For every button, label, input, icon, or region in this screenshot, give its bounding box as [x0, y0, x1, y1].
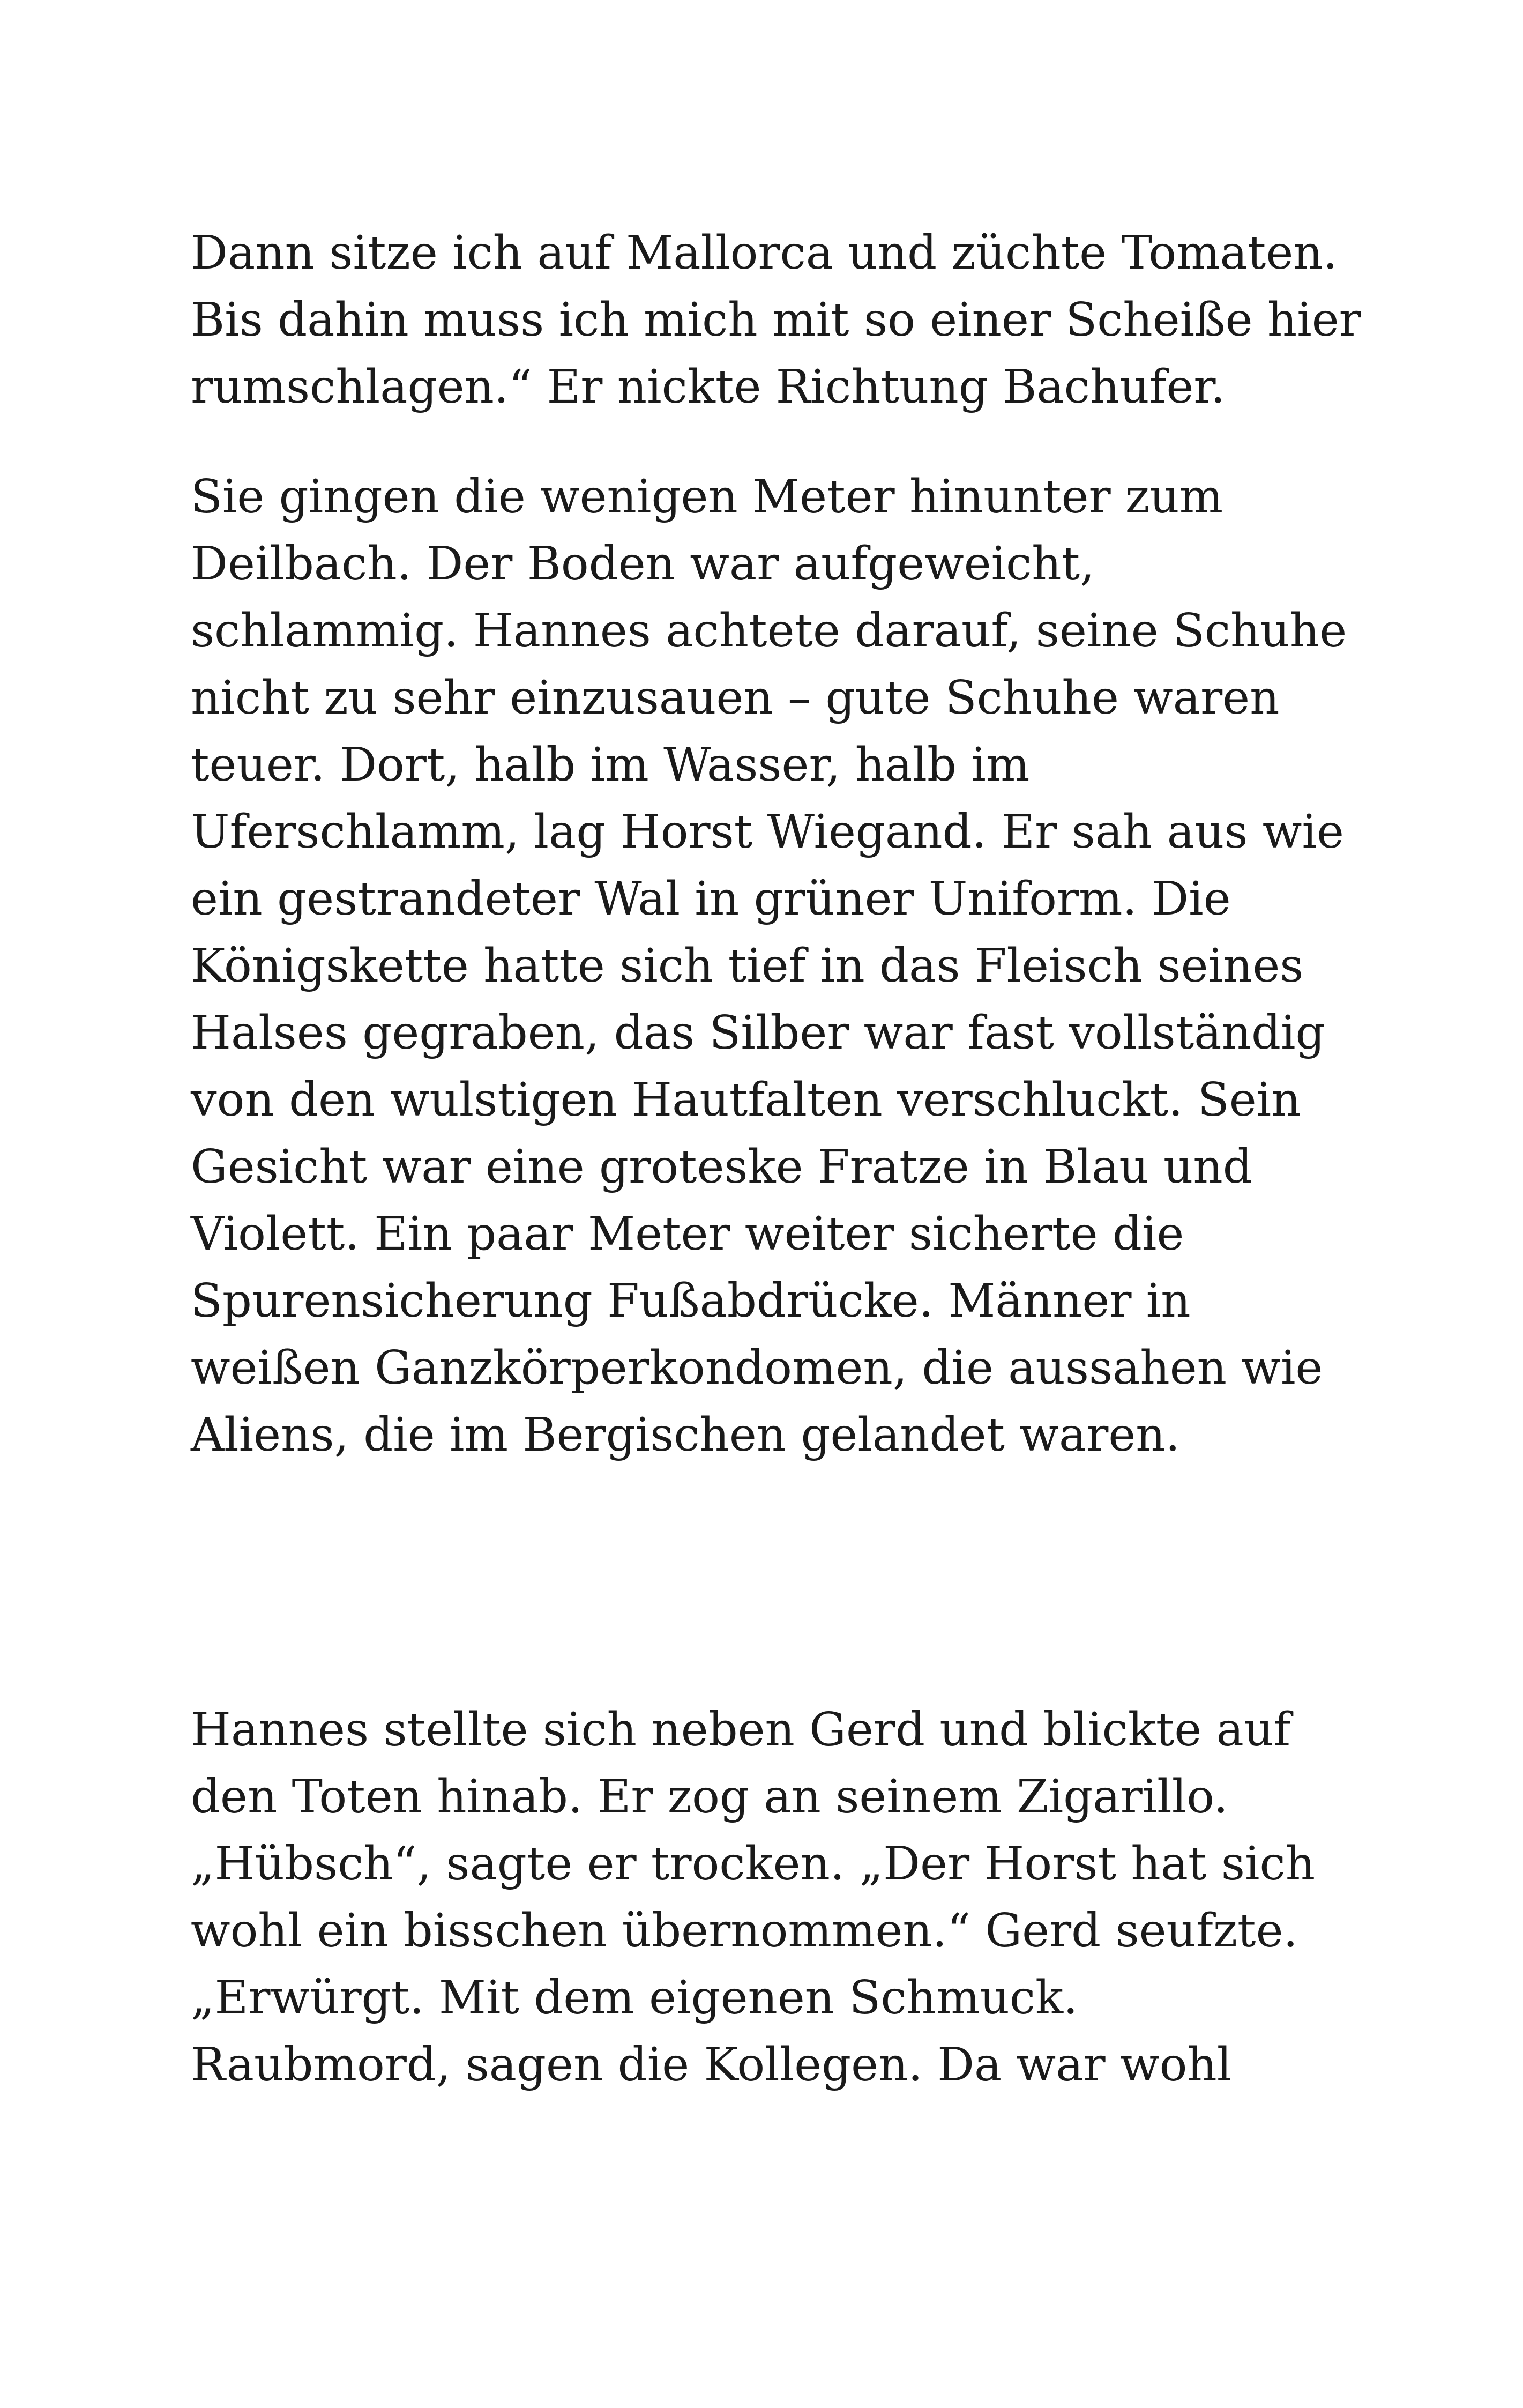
text-line: den Toten hinab. Er zog an seinem Zigarillo.: [191, 1770, 1228, 1824]
text-line: teuer. Dort, halb im Wasser, halb im: [191, 738, 1030, 792]
text-line: Deilbach. Der Boden war aufgeweicht,: [191, 537, 1095, 591]
text-line: Dann sitze ich auf Mallorca und züchte Tomaten.: [191, 226, 1338, 280]
text-line: ein gestrandeter Wal in grüner Uniform. Die: [191, 872, 1231, 926]
text-line: wohl ein bisschen übernommen.“ Gerd seufzte.: [191, 1904, 1298, 1958]
text-line: „Hübsch“, sagte er trocken. „Der Horst hat sich: [191, 1837, 1316, 1891]
paragraph-3: [191, 1697, 1370, 2099]
text-line: Violett. Ein paar Meter weiter sicherte die: [191, 1207, 1184, 1261]
text-line: weißen Ganzkörperkondomen, die aussahen wie: [191, 1341, 1323, 1395]
text-line: Bis dahin muss ich mich mit so einer Scheiße hier: [191, 293, 1361, 347]
text-line: Sie gingen die wenigen Meter hinunter zum: [191, 470, 1223, 524]
paragraph-2: [191, 464, 1370, 1469]
text-line: Uferschlamm, lag Horst Wiegand. Er sah aus wie: [191, 805, 1344, 859]
paragraph-1: [191, 220, 1370, 421]
text-line: Raubmord, sagen die Kollegen. Da war wohl: [191, 2038, 1232, 2092]
text-line: Hannes stellte sich neben Gerd und blickte auf: [191, 1703, 1291, 1757]
text-line: Königskette hatte sich tief in das Fleisch seines: [191, 939, 1304, 993]
text-line: Gesicht war eine groteske Fratze in Blau und: [191, 1140, 1252, 1194]
text-line: nicht zu sehr einzusauen – gute Schuhe waren: [191, 671, 1280, 725]
text-line: Aliens, die im Bergischen gelandet waren.: [191, 1408, 1181, 1462]
text-line: Halses gegraben, das Silber war fast vollständig: [191, 1006, 1325, 1060]
text-line: „Erwürgt. Mit dem eigenen Schmuck.: [191, 1971, 1078, 2025]
text-line: Spurensicherung Fußabdrücke. Männer in: [191, 1274, 1191, 1328]
text-line: rumschlagen.“ Er nickte Richtung Bachufer.: [191, 360, 1226, 414]
text-line: von den wulstigen Hautfalten verschluckt. Sein: [191, 1073, 1301, 1127]
text-line: schlammig. Hannes achtete darauf, seine Schuhe: [191, 604, 1347, 658]
